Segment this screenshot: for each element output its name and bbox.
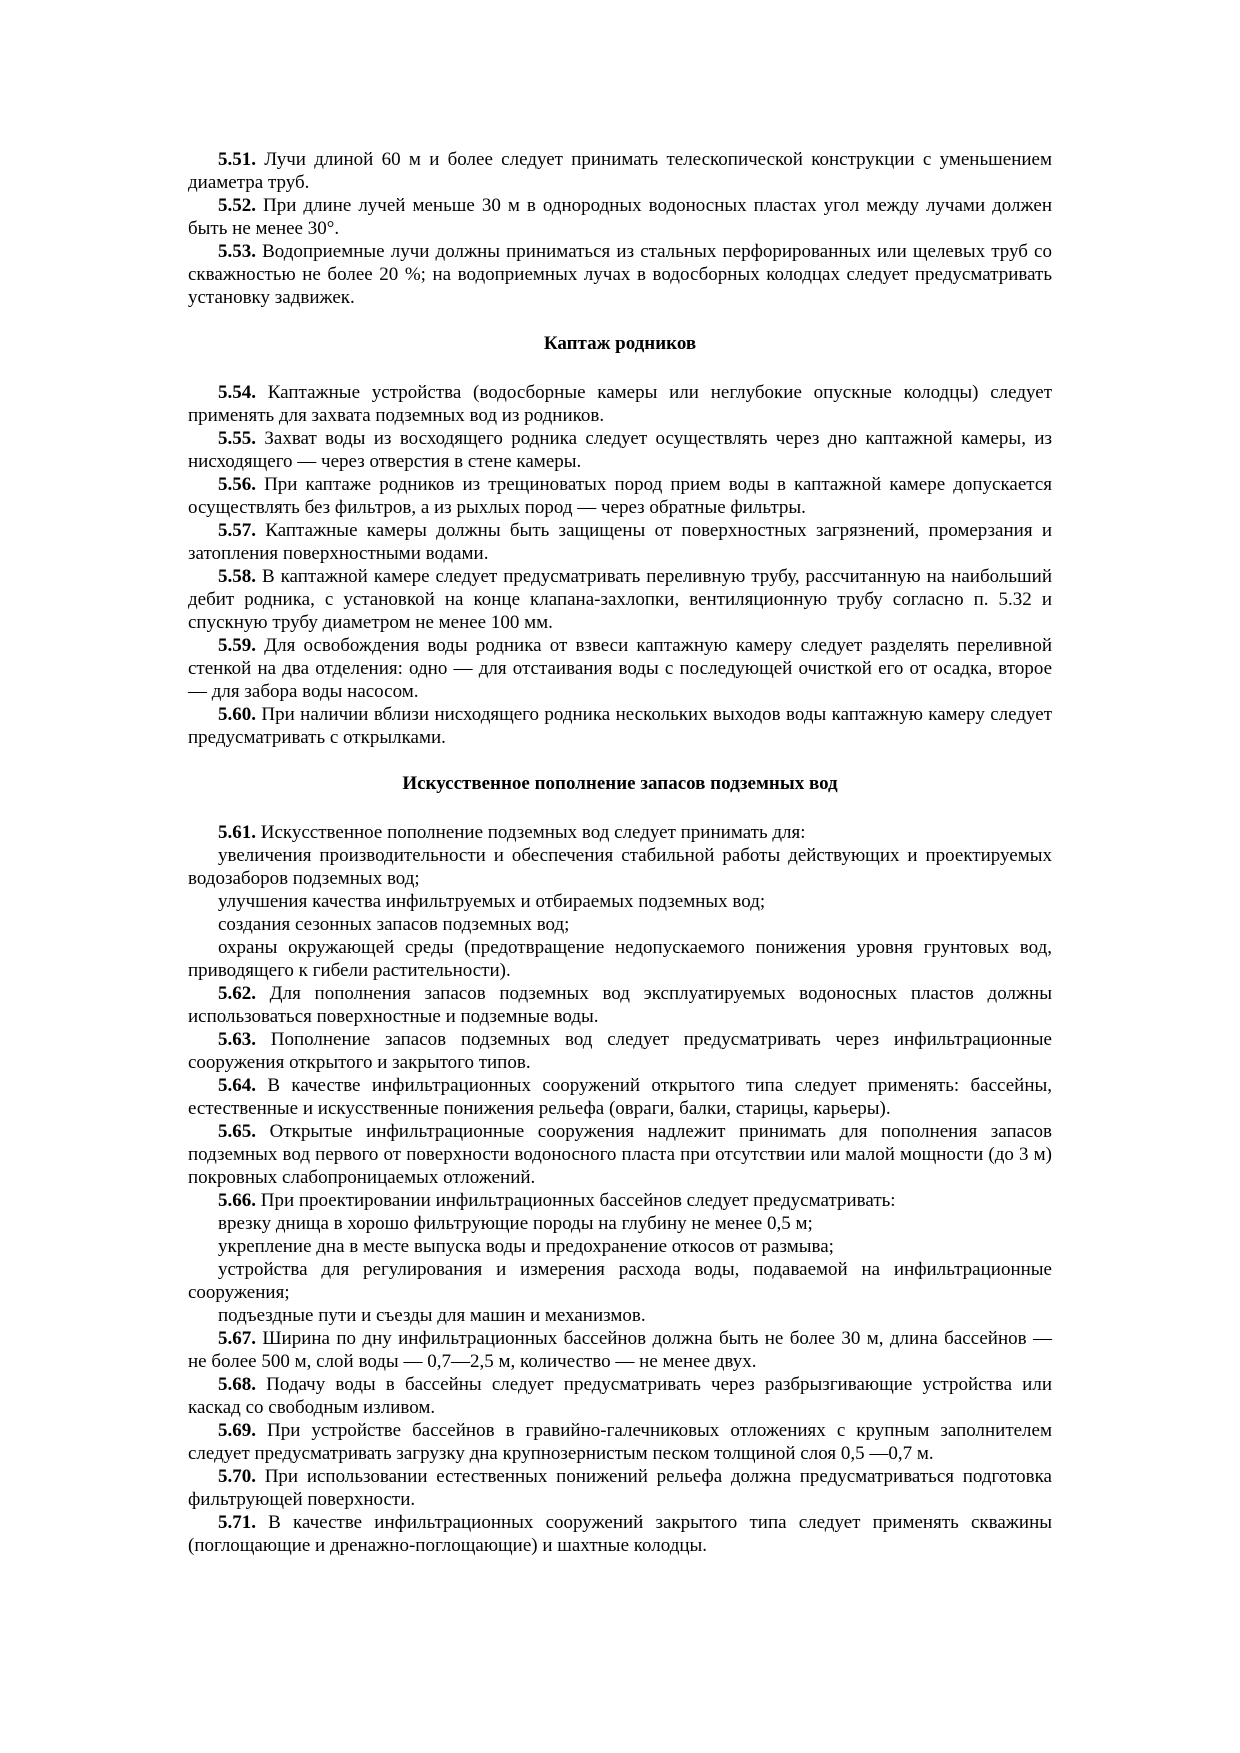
clause-text: Пополнение запасов подземных вод следует предусматривать через инфильтрационные сооружения открытого и закрытого типов. xyxy=(188,1029,1052,1073)
clause-number: 5.64. xyxy=(218,1075,256,1096)
clause-paragraph xyxy=(188,473,1052,519)
section-heading: Искусственное пополнение запасов подземных вод xyxy=(402,773,838,794)
clause-paragraph xyxy=(188,381,1052,427)
clause-text: В качестве инфильтрационных сооружений закрытого типа следует применять скважины (поглощающие и дренажно-поглощающие) и шахтные колодцы. xyxy=(188,1512,1052,1556)
clause-number: 5.54. xyxy=(218,382,256,403)
clause-text: Подачу воды в бассейны следует предусматривать через разбрызгивающие устройства или каскад со свободным изливом. xyxy=(188,1374,1052,1418)
list-item xyxy=(188,913,1052,936)
clause-text: Искусственное пополнение подземных вод следует принимать для: xyxy=(256,822,806,843)
clause-number: 5.66. xyxy=(218,1190,256,1211)
clause-number: 5.62. xyxy=(218,983,256,1004)
clause-text: Захват воды из восходящего родника следует осуществлять через дно каптажной камеры, из нисходящего — через отверстия в стене камеры. xyxy=(188,428,1052,472)
clause-paragraph xyxy=(188,821,1052,844)
list-item xyxy=(188,890,1052,913)
clause-number: 5.57. xyxy=(218,520,256,541)
clause-number: 5.51. xyxy=(218,149,256,170)
clause-text: Водоприемные лучи должны приниматься из стальных перфорированных или щелевых труб со скважностью не более 20 %; на водоприемных лучах в водосборных колодцах следует предусматривать установку задвижек. xyxy=(188,241,1052,308)
clause-paragraph xyxy=(188,1120,1052,1189)
clause-number: 5.53. xyxy=(218,241,256,262)
clause-text: устройства для регулирования и измерения расхода воды, подаваемой на инфильтрационные сооружения; xyxy=(188,1259,1052,1303)
clause-paragraph xyxy=(188,519,1052,565)
clause-text: охраны окружающей среды (предотвращение недопускаемого понижения уровня грунтовых вод, приводящего к гибели растительности). xyxy=(188,937,1052,981)
list-item xyxy=(188,1258,1052,1304)
clause-text: Ширина по дну инфильтрационных бассейнов должна быть не более 30 м, длина бассейнов — не более 500 м, слой воды — 0,7—2,5 м, количество — не менее двух. xyxy=(188,1328,1052,1372)
clause-number: 5.70. xyxy=(218,1466,256,1487)
clause-number: 5.65. xyxy=(218,1121,256,1142)
clause-text: Каптажные устройства (водосборные камеры или неглубокие опускные колодцы) следует применять для захвата подземных вод из родников. xyxy=(188,382,1052,426)
clause-paragraph xyxy=(188,982,1052,1028)
clause-text: В каптажной камере следует предусматривать переливную трубу, рассчитанную на наибольший дебит родника, с установкой на конце клапана-захлопки, вентиляционную трубу согласно п. 5.32 и спускную трубу диаметром не менее 100 мм. xyxy=(188,566,1052,633)
clause-text: подъездные пути и съезды для машин и механизмов. xyxy=(218,1305,646,1326)
clause-number: 5.58. xyxy=(218,566,256,587)
clause-paragraph xyxy=(188,194,1052,240)
clause-paragraph xyxy=(188,1028,1052,1074)
list-item xyxy=(188,936,1052,982)
clause-number: 5.60. xyxy=(218,704,256,725)
document-page xyxy=(188,148,1052,1557)
clause-text: При устройстве бассейнов в гравийно-галечниковых отложениях с крупным заполнителем следует предусматривать загрузку дна крупнозернистым песком толщиной слоя 0,5 —0,7 м. xyxy=(188,1420,1052,1464)
list-item xyxy=(188,1304,1052,1327)
clause-number: 5.59. xyxy=(218,635,256,656)
clause-paragraph xyxy=(188,1074,1052,1120)
list-item xyxy=(188,1212,1052,1235)
clause-text: Каптажные камеры должны быть защищены от поверхностных загрязнений, промерзания и затопления поверхностными водами. xyxy=(188,520,1052,564)
clause-number: 5.67. xyxy=(218,1328,256,1349)
clause-number: 5.68. xyxy=(218,1374,256,1395)
clause-text: При наличии вблизи нисходящего родника нескольких выходов воды каптажную камеру следует предусматривать с открылками. xyxy=(188,704,1052,748)
clause-paragraph xyxy=(188,1327,1052,1373)
clause-number: 5.63. xyxy=(218,1029,256,1050)
clause-text: увеличения производительности и обеспечения стабильной работы действующих и проектируемых водозаборов подземных вод; xyxy=(188,845,1052,889)
clause-paragraph xyxy=(188,148,1052,194)
section-heading: Каптаж родников xyxy=(543,333,697,354)
clause-number: 5.52. xyxy=(218,195,256,216)
clause-paragraph xyxy=(188,634,1052,703)
clause-text: В качестве инфильтрационных сооружений открытого типа следует применять: бассейны, естественные и искусственные понижения рельефа (овраги, балки, старицы, карьеры). xyxy=(188,1075,1052,1119)
clause-text: врезку днища в хорошо фильтрующие породы на глубину не менее 0,5 м; xyxy=(218,1213,813,1234)
list-item xyxy=(188,1235,1052,1258)
clause-paragraph xyxy=(188,1419,1052,1465)
list-item xyxy=(188,844,1052,890)
clause-text: Для пополнения запасов подземных вод эксплуатируемых водоносных пластов должны использоваться поверхностные и подземные воды. xyxy=(188,983,1052,1027)
clause-text: При каптаже родников из трещиноватых пород прием воды в каптажной камере допускается осуществлять без фильтров, а из рыхлых пород — через обратные фильтры. xyxy=(188,474,1052,518)
clause-text: Открытые инфильтрационные сооружения надлежит принимать для пополнения запасов подземных вод первого от поверхности водоносного пласта при отсутствии или малой мощности (до 3 м) покровных слабопроницаемых отложений. xyxy=(188,1121,1052,1188)
clause-text: При длине лучей меньше 30 м в однородных водоносных пластах угол между лучами должен быть не менее 30°. xyxy=(188,195,1052,239)
clause-paragraph xyxy=(188,1511,1052,1557)
clause-number: 5.69. xyxy=(218,1420,256,1441)
clause-number: 5.55. xyxy=(218,428,256,449)
clause-text: Для освобождения воды родника от взвеси каптажную камеру следует разделять переливной стенкой на два отделения: одно — для отстаивания воды с последующей очисткой его от осадка, второе — для забора воды насосом. xyxy=(188,635,1052,702)
clause-paragraph xyxy=(188,240,1052,309)
clause-paragraph xyxy=(188,1189,1052,1212)
clause-paragraph xyxy=(188,1465,1052,1511)
clause-text: укрепление дна в месте выпуска воды и предохранение откосов от размыва; xyxy=(218,1236,834,1257)
clause-text: При проектировании инфильтрационных бассейнов следует предусматривать: xyxy=(256,1190,896,1211)
clause-text: При использовании естественных понижений рельефа должна предусматриваться подготовка фильтрующей поверхности. xyxy=(188,1466,1052,1510)
clause-paragraph xyxy=(188,703,1052,749)
clause-paragraph xyxy=(188,427,1052,473)
clause-paragraph xyxy=(188,1373,1052,1419)
clause-number: 5.71. xyxy=(218,1512,256,1533)
clause-number: 5.61. xyxy=(218,822,256,843)
clause-text: Лучи длиной 60 м и более следует принимать телескопической конструкции с уменьшением диаметра труб. xyxy=(188,149,1052,193)
clause-text: создания сезонных запасов подземных вод; xyxy=(218,914,570,935)
clause-paragraph xyxy=(188,565,1052,634)
clause-number: 5.56. xyxy=(218,474,256,495)
clause-text: улучшения качества инфильтруемых и отбираемых подземных вод; xyxy=(218,891,766,912)
